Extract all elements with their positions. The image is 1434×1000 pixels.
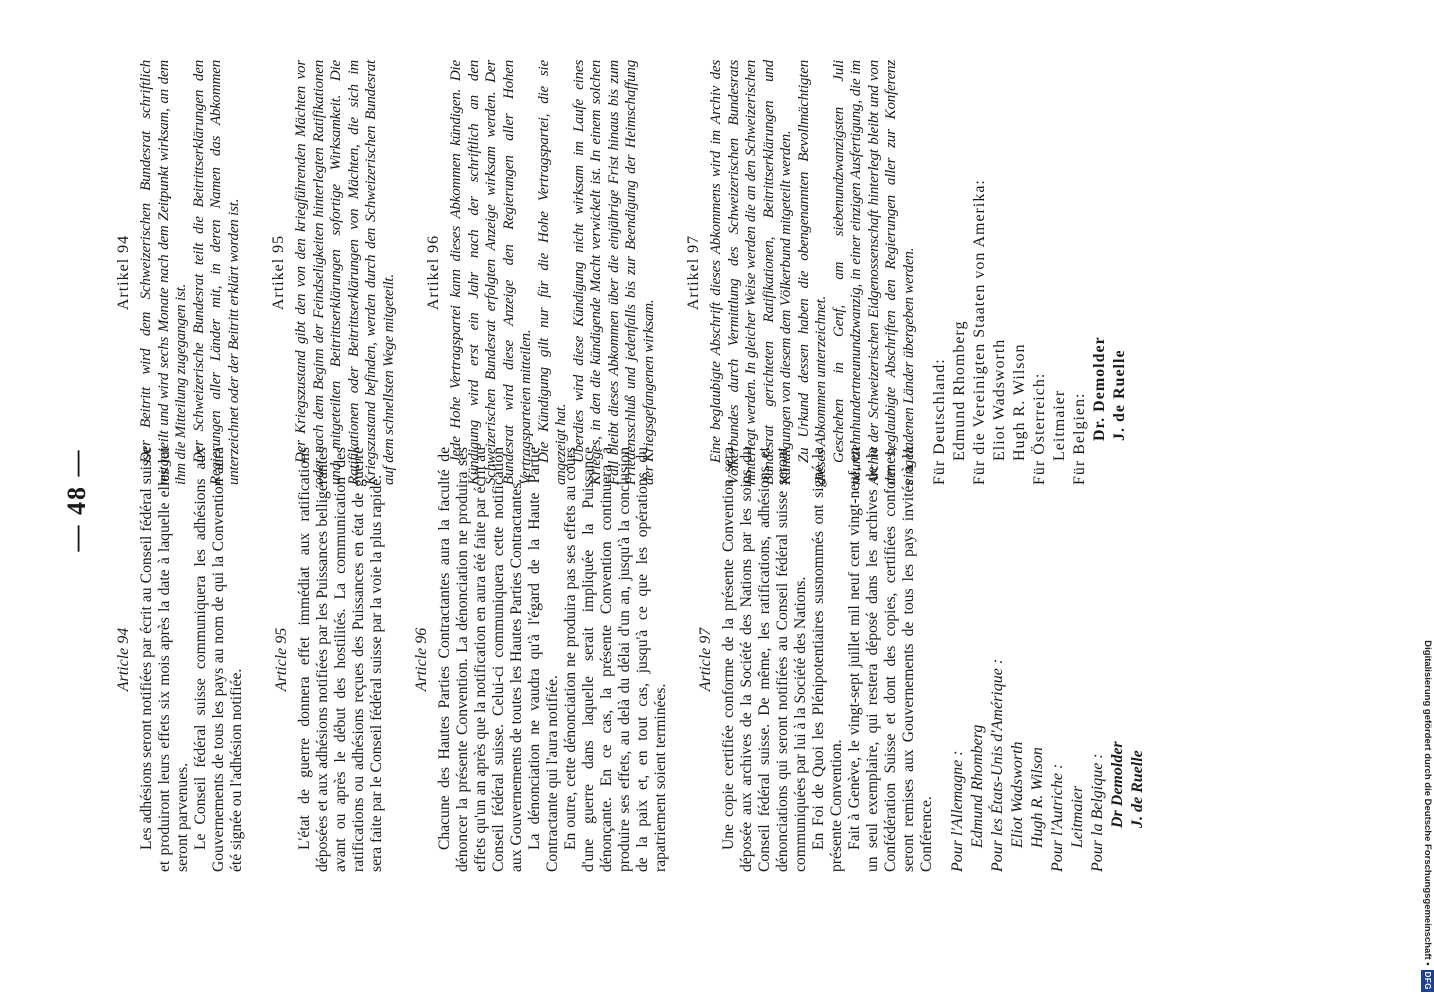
article-heading: Article 95 — [273, 627, 290, 692]
german-column — [110, 60, 1130, 485]
paragraph: L'état de guerre donnera effet immédiat aux ratifications déposées et aux adhésions notifiées par les Puissances belligérantes avant ou après le début des hostilités. La communication des ratifications ou adhésions reçues des Puissances en état de guerre sera faite par le Conseil fédéral suisse par la voie la plus rapide. — [296, 447, 385, 872]
article-heading: Artikel 97 — [685, 234, 702, 311]
article-heading: Artikel 96 — [425, 234, 442, 311]
signatory-country: Pour l'Autriche : — [1049, 763, 1066, 872]
paragraph: Der Schweizerische Bundesrat teilt die Beitrittserklärungen den Regierungen aller Länder mit, in deren Namen das Abkommen unterzeichnet oder der Beitritt erklärt worden ist. — [190, 60, 242, 485]
signatory-name: Dr Demolder — [1109, 741, 1126, 828]
signature-block — [930, 60, 1130, 485]
paragraph: Le Conseil fédéral suisse communiquera les adhésions aux Gouvernements de tous les pays au nom de qui la Convention aura été signée ou l'adhésion notifiée. — [192, 447, 245, 872]
signatory-name: Eliot Wadsworth — [1009, 741, 1026, 848]
signatory-name: Hugh R. Wilson — [1011, 343, 1028, 461]
french-column — [110, 447, 1148, 872]
signatory-name: Leitmaier — [1069, 785, 1086, 848]
paragraph: Jede Hohe Vertragspartei kann dieses Abkommen kündigen. Die Kündigung wird erst ein Jahr nach der schriftlich an den Schweizerischen Bundesrat erfolgten Anzeige wirksam werden. Der Bundesrat wird diese Anzeige den Regierungen aller Hohen Vertragsparteien mitteilen. — [448, 60, 534, 485]
paragraph: Geschehen in Genf, am siebenundzwanzigsten Juli neunzehnhundertneunundzwanzig, in einer einzigen Ausfertigung, die im Archiv der Schweizerischen Eidgenossenschaft hinterlegt bleibt und von der beglaubigte Abschriften den Regierungen aller zur Konferenz eingeladenen Länder übergeben werden. — [830, 60, 917, 485]
signatory-name: J. de Ruelle — [1129, 750, 1146, 828]
paragraph: En outre, cette dénonciation ne produira pas ses effets au cours d'une guerre dans laquelle serait impliquée la Puissance dénonçante. En ce cas, la présente Convention continuera à produire ses effets, au delà du délai d'un an, jusqu'à la conclusion de la paix et, en tout cas, jusqu'à ce que les opérations du rapatriement soient terminées. — [562, 447, 669, 872]
signatory-name: Edmund Rhomberg — [951, 320, 968, 461]
paragraph: Überdies wird diese Kündigung nicht wirksam im Laufe eines Krieges, in den die kündigende Macht verwickelt ist. In einem solchen Fall bleibt dieses Abkommen über die einjährige Frist hinaus bis zum Friedensschluß und jedenfalls bis zur Beendigung der Heimschaffung der Kriegsgefangenen wirksam. — [570, 60, 657, 485]
dfg-logo: DFG — [1423, 971, 1432, 990]
signatory-country: Für Deutschland: — [931, 358, 948, 485]
signatory-name: Eliot Wadsworth — [991, 338, 1008, 461]
signatory-country: Pour les États-Unis d'Amérique : — [989, 658, 1006, 872]
signatory-name: J. de Ruelle — [1111, 349, 1128, 441]
article-heading: Article 97 — [697, 627, 714, 692]
signatory-country: Für Österreich: — [1031, 372, 1048, 485]
paragraph: Zu Urkund dessen haben die obengenannten Bevollmächtigten dieses Abkommen unterzeichnet. — [795, 60, 829, 485]
paragraph: Der Kriegszustand gibt den von den kriegführenden Mächten vor oder nach dem Beginn der Feindseligkeiten hinterlegten Ratifikationen und mitgeteilten Beitrittserklärungen sofortige Wirksamkeit. Die Ratifikationen oder Beitrittserklärungen von Mächten, die sich im Kriegszustand befinden, werden durch den Schweizerischen Bundesrat auf dem schnellsten Wege mitgeteilt. — [293, 60, 397, 485]
signatory-country: Pour l'Allemagne : — [949, 750, 966, 872]
paragraph: La dénonciation ne vaudra qu'à l'égard de la Haute Partie Contractante qui l'aura notifiée. — [526, 447, 561, 872]
article-heading: Artikel 95 — [270, 234, 287, 311]
paragraph: Les adhésions seront notifiées par écrit au Conseil fédéral suisse et produiront leurs effets six mois après la date à laquelle elles lui seront parvenues. — [138, 447, 191, 872]
signatory-country: Für Belgien: — [1071, 392, 1088, 485]
paragraph: En Foi de Quoi les Plénipotentiaires susnommés ont signé la présente Convention. — [810, 447, 845, 872]
signatory-country: Für die Vereinigten Staaten von Amerika: — [971, 179, 988, 485]
signatory-name: Edmund Rhomberg — [969, 724, 986, 848]
page-number: — 48 — — [62, 448, 91, 552]
signatory-name: Dr. Demolder — [1091, 336, 1108, 441]
paragraph: Eine beglaubigte Abschrift dieses Abkommens wird im Archiv des Völkerbundes durch Vermittlung des Schweizerischen Bundesrats hinterlegt werden. In gleicher Weise werden die an den Schweizerischen Bundesrat gerichteten Ratifikationen, Beitrittserklärungen und Kündigungen von diesem dem Völkerbund mitgeteilt werden. — [708, 60, 794, 485]
paragraph: Une copie certifiée conforme de la présente Convention sera déposée aux archives de la Société des Nations par les soins du Conseil fédéral suisse. De même, les ratifications, adhésions et dénonciations qui seront notifiées au Conseil fédéral suisse seront communiquées par lui à la Société des Nations. — [720, 447, 809, 872]
signatory-country: Pour la Belgique : — [1089, 753, 1106, 872]
paragraph: Chacune des Hautes Parties Contractantes aura la faculté de dénoncer la présente Convention. La dénonciation ne produira ses effets qu'un an après que la notification en aura été faite par écrit au Conseil fédéral suisse. Celui-ci communiquera cette notification aux Gouvernements de toutes les Hautes Parties Contractantes. — [436, 447, 525, 872]
article-heading: Article 94 — [115, 627, 132, 692]
paragraph: Der Beitritt wird dem Schweizerischen Bundesrat schriftlich mitgeteilt und wird sechs Monate nach dem Zeitpunkt wirksam, an dem ihm die Mitteilung zugegangen ist. — [138, 60, 189, 485]
signatory-name: Hugh R. Wilson — [1029, 747, 1046, 848]
digitization-stamp — [1421, 8, 1434, 992]
paragraph: Die Kündigung gilt nur für die Hohe Vertragspartei, die sie angezeigt hat. — [535, 60, 569, 485]
article-heading: Artikel 94 — [115, 234, 132, 311]
article-heading: Article 96 — [413, 627, 430, 692]
signatory-name: Leitmaier — [1051, 389, 1068, 461]
stamp-text: Digitalisierung gefördert durch die Deutsche Forschungsgemeinschaft • — [1422, 640, 1433, 966]
paragraph: Fait à Genève, le vingt-sept juillet mil neuf cent vingt-neuf, en un seul exemplaire, qui restera déposé dans les archives de la Confédération Suisse et dont des copies, certifiées conformes, seront remises aux Gouvernements de tous les pays invités à la Conférence. — [846, 447, 935, 872]
signature-block — [948, 447, 1148, 872]
